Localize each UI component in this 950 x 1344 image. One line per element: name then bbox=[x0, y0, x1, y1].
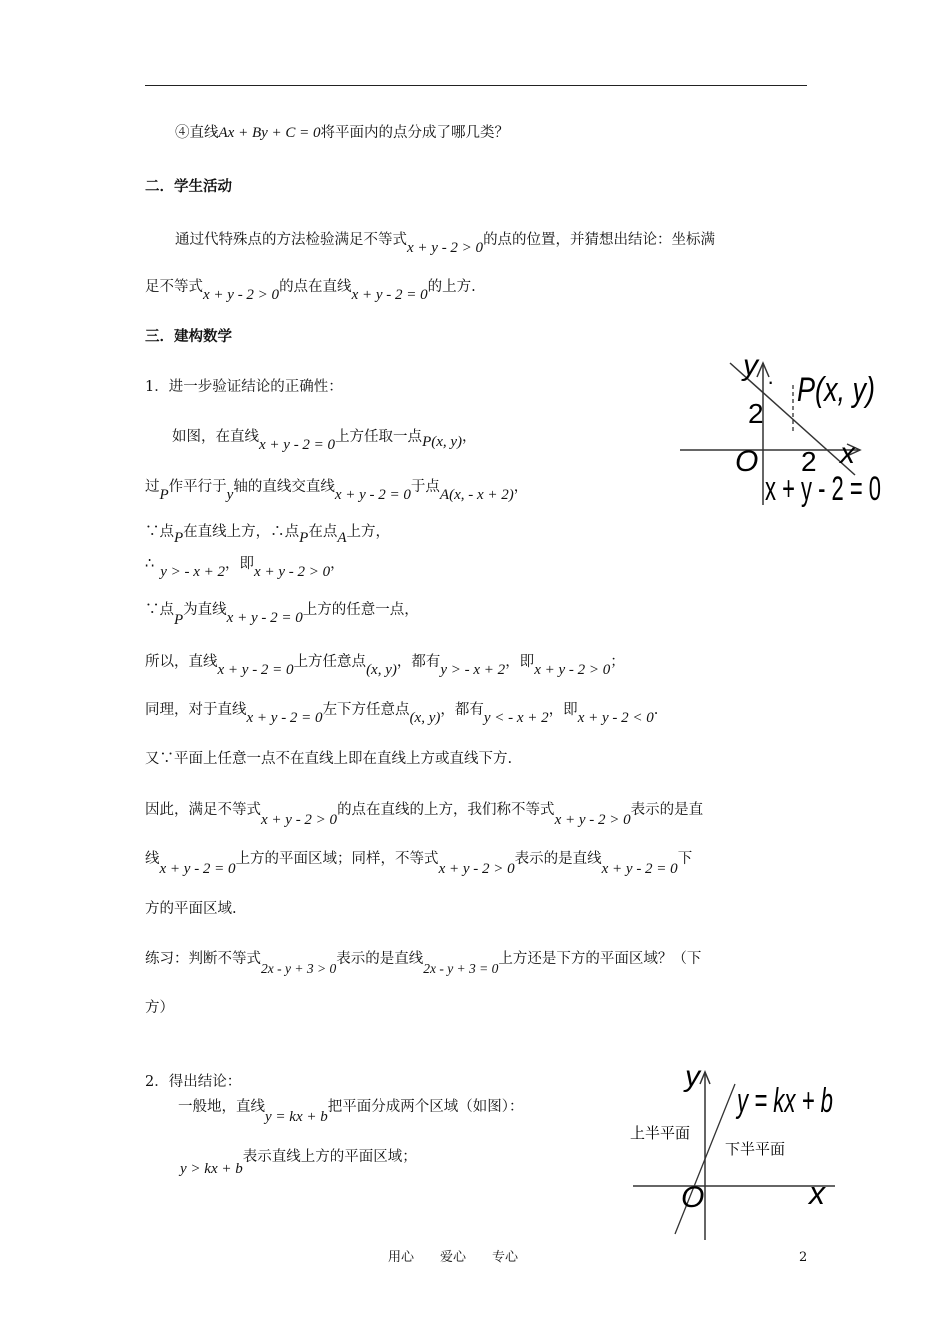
formula: Ax + By + C = 0 bbox=[218, 125, 321, 141]
text: ，即 bbox=[548, 702, 578, 718]
section-heading-student-activity: 二．学生活动 bbox=[145, 178, 232, 195]
figure-line-x-plus-y-minus-2 bbox=[675, 345, 895, 510]
formula: y < - x + 2 bbox=[483, 710, 549, 726]
text: 上方， bbox=[346, 524, 391, 540]
text: 在点 bbox=[308, 524, 338, 540]
paragraph-line: 又∵平面上任意一点不在直线上即在直线上方或直线下方. bbox=[145, 751, 513, 767]
footer-motto: 用心 爱心 专心 bbox=[388, 1250, 519, 1265]
formula: x + y - 2 > 0 bbox=[261, 812, 338, 828]
text: ， bbox=[513, 479, 529, 495]
formula: P bbox=[174, 530, 184, 546]
text: 把平面分成两个区域（如图）： bbox=[327, 1099, 524, 1115]
formula: x + y - 2 > 0 bbox=[534, 662, 611, 678]
question-4-line bbox=[175, 126, 509, 141]
text: 的点在直线 bbox=[279, 279, 352, 295]
formula: x + y - 2 = 0 bbox=[334, 487, 411, 503]
origin-label: O bbox=[735, 445, 759, 478]
text: 过 bbox=[145, 479, 160, 495]
formula: y > kx + b bbox=[180, 1161, 243, 1177]
text: 上方的任意一点， bbox=[302, 602, 419, 618]
text: ④直线 bbox=[175, 125, 219, 141]
formula: y bbox=[226, 487, 234, 503]
y-tick-label: 2 bbox=[748, 398, 764, 429]
text: ，即 bbox=[225, 556, 255, 572]
paragraph-line: 方的平面区域. bbox=[145, 901, 237, 917]
paragraph-line bbox=[145, 524, 391, 546]
text: ； bbox=[610, 654, 625, 670]
text: 同理，对于直线 bbox=[145, 702, 247, 718]
text: 上方任意点 bbox=[293, 654, 367, 670]
x-tick-label: 2 bbox=[801, 446, 817, 477]
text: ∴ bbox=[145, 556, 155, 572]
paragraph-line bbox=[145, 279, 476, 303]
point-dot: · bbox=[767, 369, 775, 394]
text: 为直线 bbox=[183, 602, 227, 618]
paragraph-line bbox=[178, 1099, 524, 1125]
text: 上方还是下方的平面区域？（下 bbox=[498, 951, 702, 967]
formula: y = kx + b bbox=[265, 1109, 328, 1125]
paragraph-line bbox=[145, 602, 419, 628]
origin-label: O bbox=[681, 1181, 705, 1214]
text: ，都有 bbox=[396, 654, 441, 670]
y-axis-label: y bbox=[743, 349, 758, 382]
text: 左下方任意点 bbox=[322, 702, 410, 718]
text: 所以，直线 bbox=[145, 654, 218, 670]
formula: x + y - 2 = 0 bbox=[246, 710, 323, 726]
paragraph-line bbox=[145, 479, 529, 503]
text: 表示的是直线 bbox=[336, 951, 424, 967]
text: ，即 bbox=[505, 654, 535, 670]
formula: x + y - 2 > 0 bbox=[407, 240, 484, 256]
formula: x + y - 2 < 0 bbox=[577, 710, 654, 726]
line-equation-label: y = kx + b bbox=[735, 1082, 833, 1120]
text: 通过代特殊点的方法检验满足不等式 bbox=[175, 232, 407, 248]
paragraph-line bbox=[145, 702, 659, 726]
paragraph-line bbox=[172, 429, 477, 453]
lower-half-plane-label: 下半平面 bbox=[725, 1140, 786, 1158]
text: 练习：判断不等式 bbox=[145, 951, 261, 967]
formula: 2x - y + 3 = 0 bbox=[423, 961, 499, 976]
formula: 2x - y + 3 > 0 bbox=[261, 961, 337, 976]
text: 的点在直线的上方，我们称不等式 bbox=[337, 802, 555, 818]
text: 足不等式 bbox=[145, 279, 203, 295]
subheading: 2．得出结论： bbox=[145, 1074, 242, 1090]
text: 上方的平面区域；同样，不等式 bbox=[235, 851, 439, 867]
text: 如图，在直线 bbox=[172, 429, 259, 445]
text: 作平行于 bbox=[168, 479, 227, 495]
text: 因此，满足不等式 bbox=[145, 802, 261, 818]
formula: P bbox=[174, 612, 184, 628]
text: 下 bbox=[677, 851, 693, 867]
text: 轴的直线交直线 bbox=[233, 479, 335, 495]
formula: x + y - 2 > 0 bbox=[254, 564, 331, 580]
text: ∵点 bbox=[145, 524, 174, 540]
formula: x + y - 2 = 0 bbox=[226, 610, 303, 626]
formula: P bbox=[159, 487, 169, 503]
formula: x + y - 2 > 0 bbox=[203, 287, 280, 303]
figure-line-y-equals-kx-plus-b bbox=[625, 1062, 855, 1242]
formula: y > - x + 2 bbox=[160, 564, 226, 580]
text: 上方任取一点 bbox=[335, 429, 423, 445]
text: ， bbox=[462, 429, 477, 445]
subheading: 1．进一步验证结论的正确性： bbox=[145, 379, 343, 395]
text: 在直线上方，∴点 bbox=[183, 524, 300, 540]
paragraph-line bbox=[175, 232, 716, 256]
text: 表示的是直线 bbox=[514, 851, 602, 867]
text: 将平面内的点分成了哪几类？ bbox=[320, 125, 510, 141]
formula: x + y - 2 = 0 bbox=[217, 662, 294, 678]
formula: x + y - 2 = 0 bbox=[159, 861, 236, 877]
formula: x + y - 2 = 0 bbox=[351, 287, 428, 303]
text: 于点 bbox=[410, 479, 440, 495]
formula: x + y - 2 = 0 bbox=[601, 861, 678, 877]
formula: x + y - 2 > 0 bbox=[438, 861, 515, 877]
paragraph-line bbox=[145, 851, 693, 877]
upper-half-plane-label: 上半平面 bbox=[630, 1124, 691, 1142]
paragraph-line bbox=[145, 556, 345, 580]
paragraph-line bbox=[145, 802, 704, 828]
text: 表示的是直 bbox=[630, 802, 704, 818]
formula: A(x, - x + 2) bbox=[439, 487, 514, 503]
x-axis-label: x bbox=[840, 437, 855, 470]
section-heading-construct-math: 三．建构数学 bbox=[145, 328, 232, 345]
paragraph-line bbox=[145, 654, 625, 678]
formula: P bbox=[299, 530, 309, 546]
text: . bbox=[653, 702, 659, 718]
text: 表示直线上方的平面区域； bbox=[242, 1149, 417, 1165]
formula: x + y - 2 = 0 bbox=[259, 437, 336, 453]
text: 的点的位置，并猜想出结论：坐标满 bbox=[483, 232, 716, 248]
formula: P(x, y) bbox=[422, 434, 463, 450]
point-p-label: P(x, y) bbox=[797, 371, 875, 409]
formula: y > - x + 2 bbox=[440, 662, 506, 678]
formula: A bbox=[337, 530, 347, 546]
line-equation-label: x + y - 2 = 0 bbox=[765, 470, 881, 508]
text: 的上方. bbox=[427, 279, 476, 295]
formula: (x, y) bbox=[366, 662, 397, 678]
text: ，都有 bbox=[440, 702, 484, 718]
exercise-line bbox=[145, 951, 702, 976]
page-number: 2 bbox=[799, 1250, 808, 1265]
exercise-answer: 方） bbox=[145, 1000, 174, 1016]
text: ∵点 bbox=[145, 602, 174, 618]
header-rule bbox=[145, 85, 807, 86]
text: 线 bbox=[145, 851, 160, 867]
text: 一般地，直线 bbox=[178, 1099, 265, 1115]
formula: x + y - 2 > 0 bbox=[554, 812, 631, 828]
paragraph-line bbox=[180, 1149, 417, 1177]
x-axis-label: x bbox=[809, 1175, 825, 1211]
text: ， bbox=[330, 556, 345, 572]
formula: (x, y) bbox=[409, 710, 441, 726]
y-axis-label: y bbox=[685, 1060, 700, 1093]
